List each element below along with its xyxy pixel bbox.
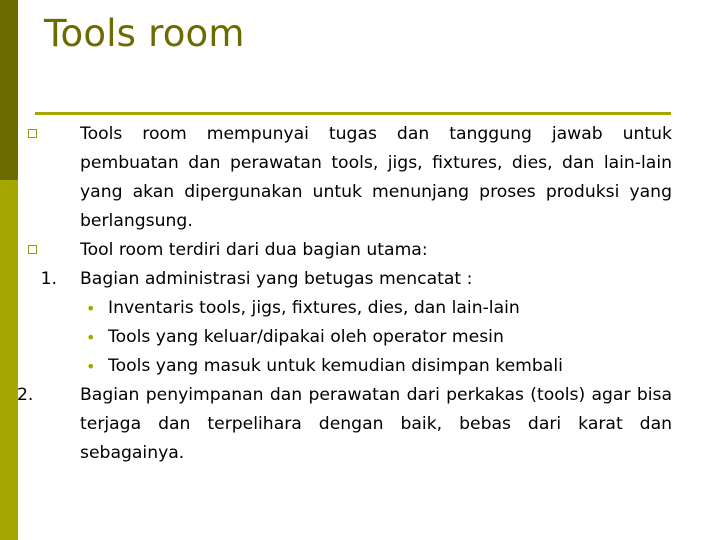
- numbered-item-2: [17, 381, 672, 468]
- slide-body: [17, 120, 672, 468]
- dot-bullet-icon: •: [86, 328, 96, 347]
- left-accent-bar-top: [0, 0, 18, 180]
- list-number-2: 2.: [17, 385, 34, 405]
- bullet-text-1: Tools room mempunyai tugas dan tanggung jawab untuk pembuatan dan perawatan tools, jigs, fixtures, dies, dan lain-lain yang akan dipergunakan untuk menunjang proses produksi yang berlangsung.: [80, 124, 672, 231]
- left-accent-bar-bottom: [0, 180, 18, 540]
- sub-bullet-item: [80, 323, 672, 352]
- square-bullet-icon: [28, 129, 37, 138]
- list-number-1: 1.: [40, 269, 57, 289]
- bullet-text-2: Tool room terdiri dari dua bagian utama:: [80, 240, 428, 260]
- sub-bullet-item: [80, 352, 672, 381]
- bullet-item-2: [80, 236, 672, 265]
- sub-bullet-text: Tools yang keluar/dipakai oleh operator mesin: [108, 327, 504, 347]
- dot-bullet-icon: •: [86, 357, 96, 376]
- sub-bullet-text: Inventaris tools, jigs, fixtures, dies, dan lain-lain: [108, 298, 520, 318]
- slide-title: Tools room: [44, 12, 245, 55]
- sub-bullet-text: Tools yang masuk untuk kemudian disimpan kembali: [108, 356, 563, 376]
- numbered-item-1: [40, 265, 672, 294]
- sub-bullet-item: [80, 294, 672, 323]
- dot-bullet-icon: •: [86, 299, 96, 318]
- numbered-text-1: Bagian administrasi yang betugas mencatat :: [80, 269, 473, 289]
- numbered-text-2: Bagian penyimpanan dan perawatan dari perkakas (tools) agar bisa terjaga dan terpelihara dengan baik, bebas dari karat dan sebagainya.: [80, 385, 672, 463]
- square-bullet-icon: [28, 245, 37, 254]
- bullet-item-1: [80, 120, 672, 236]
- title-divider: [35, 112, 671, 115]
